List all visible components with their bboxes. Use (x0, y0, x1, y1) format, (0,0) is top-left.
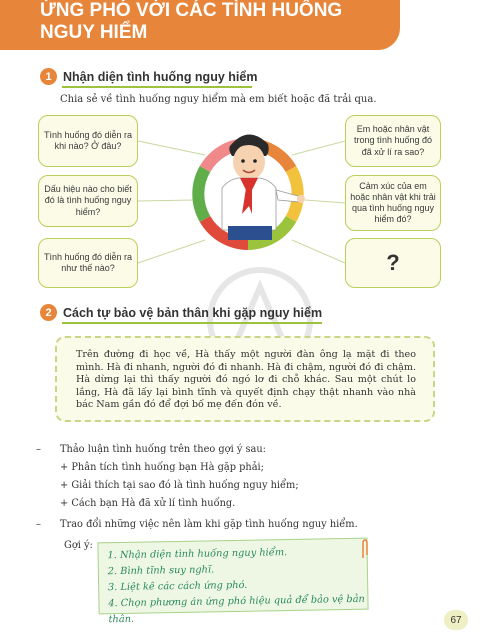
page-number: 67 (444, 610, 468, 630)
section-1-number: 1 (40, 68, 57, 85)
hint-item: 4. Chọn phương án ứng phó hiệu quả để bảo vệ bản thân. (108, 593, 365, 626)
discussion-point-1: + Phân tích tình huống bạn Hà gặp phải; (60, 462, 264, 473)
discussion-dash-2: – (36, 519, 41, 530)
story-text: Trên đường đi học về, Hà thấy một người đàn ông lạ mặt đi theo mình. Hà đi nhanh, người đó đi nhanh. Hà đi chậm, người đó đi chậm. Hà dừng lại thì thấy người đó ngó lơ đi chỗ khác. Sau một chút lo lắng, Hà đã lấy lại bình tĩnh và quyết định chạy thật nhanh vào nhà bác Nam gần đó để đợi bố mẹ đến đón về. (76, 349, 416, 411)
page-title (40, 0, 400, 44)
question-bubble-when-where: Tình huống đó diễn ra khi nào? Ở đâu? (38, 115, 138, 167)
hint-list (107, 544, 368, 629)
question-bubble-handling: Em hoặc nhân vật trong tình huống đó đã xử lí ra sao? (345, 115, 441, 167)
discussion-point-3: + Cách bạn Hà đã xử lí tình huống. (60, 498, 236, 509)
hint-item: 3. Liệt kê các cách ứng phó. (107, 579, 248, 594)
hint-item: 1. Nhận diện tình huống nguy hiểm. (107, 547, 288, 562)
section-1-title: Nhận diện tình huống nguy hiểm (63, 69, 258, 84)
discussion-dash-1: – (36, 444, 41, 455)
discussion-exchange: Trao đổi những việc nên làm khi gặp tình huống nguy hiểm. (60, 519, 358, 530)
section-2-number: 2 (40, 304, 57, 321)
hint-item: 2. Bình tĩnh suy nghĩ. (107, 564, 215, 578)
question-bubble-how: Tình huống đó diễn ra như thế nào? (38, 238, 138, 288)
page-title-line-1: ỨNG PHÓ VỚI CÁC TÌNH HUỐNG (40, 0, 343, 21)
discussion-lead: Thảo luận tình huống trên theo gợi ý sau: (60, 444, 266, 455)
section-2-title: Cách tự bảo vệ bản thân khi gặp nguy hiểm (63, 305, 323, 320)
question-bubble-feelings: Cảm xúc của em hoặc nhân vật khi trải qua tình huống nguy hiểm đó? (345, 175, 441, 231)
question-bubble-unknown: ? (345, 238, 441, 288)
section-1-intro: Chia sẻ về tình huống nguy hiểm mà em biết hoặc đã trải qua. (60, 94, 377, 105)
section-1-heading (40, 68, 257, 85)
student-illustration (188, 118, 308, 258)
question-bubble-signs: Dấu hiệu nào cho biết đó là tình huống nguy hiểm? (38, 175, 138, 227)
section-2-heading (40, 304, 322, 321)
section-2-underline (62, 322, 322, 324)
hint-label: Gợi ý: (64, 540, 93, 551)
section-1-underline (62, 86, 252, 88)
page-title-line-2: NGUY HIỂM (40, 22, 148, 43)
discussion-point-2: + Giải thích tại sao đó là tình huống nguy hiểm; (60, 480, 299, 491)
